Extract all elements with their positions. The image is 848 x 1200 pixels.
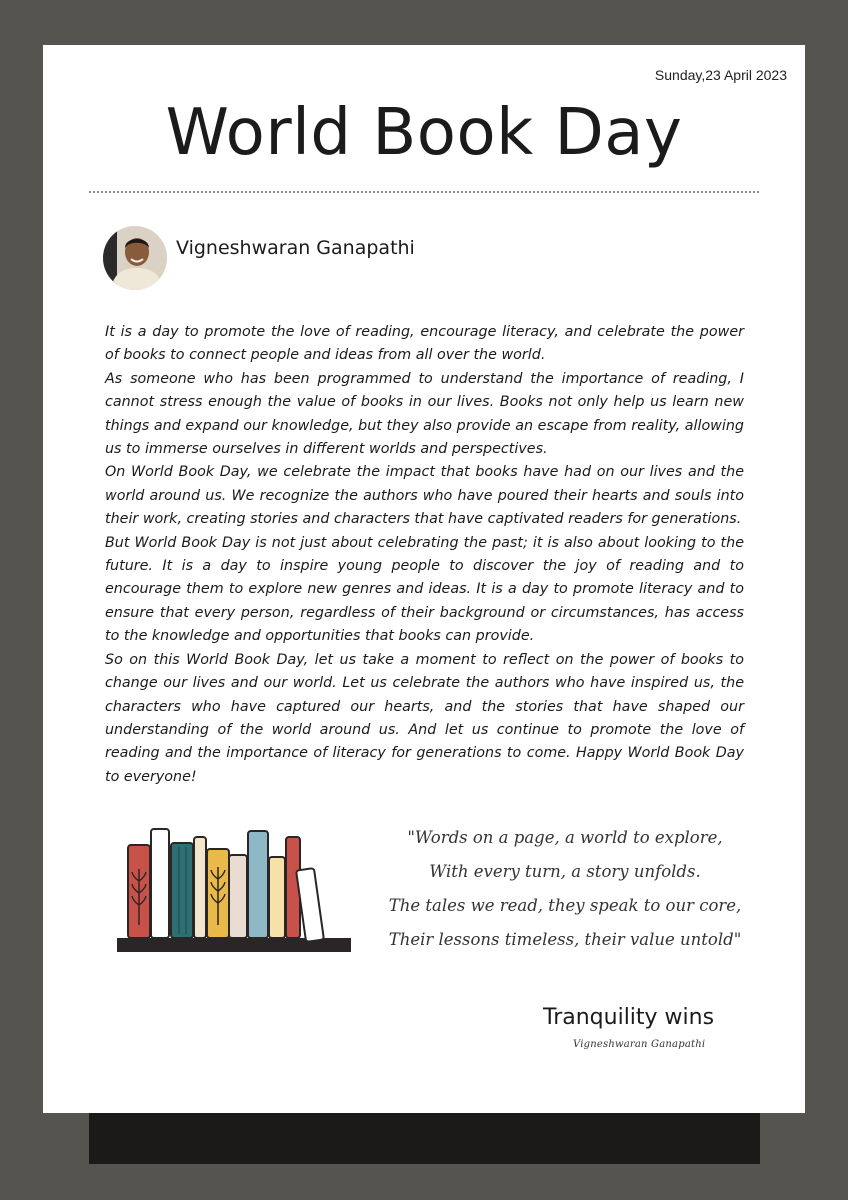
poem-line: Their lessons timeless, their value untold" bbox=[388, 930, 742, 949]
page-title: World Book Day bbox=[165, 96, 683, 170]
tagline: Tranquility wins bbox=[543, 1005, 715, 1030]
paragraph: On World Book Day, we celebrate the impact that books have had on our lives and the world around us. We recognize the authors who have poured their hearts and souls into their work, creating stories and characters that have captivated readers for generations. bbox=[105, 464, 744, 528]
dotted-divider bbox=[89, 191, 759, 193]
poem-line: With every turn, a story unfolds. bbox=[429, 862, 701, 881]
page-shadow-bar bbox=[89, 1112, 760, 1164]
document-page bbox=[43, 45, 805, 1113]
signature: Vigneshwaran Ganapathi bbox=[573, 1039, 706, 1050]
paragraph: As someone who has been programmed to understand the importance of reading, I cannot stress enough the value of books in our lives. Books not only help us learn new things and expand our knowledge, but they also provide an escape from reality, allowing us to immerse ourselves in different worlds and perspectives. bbox=[105, 370, 744, 458]
paragraph: But World Book Day is not just about celebrating the past; it is also about looking to the future. It is a day to inspire young people to discover the joy of reading and to encourage them to explore new genres and ideas. It is a day to promote literacy and to ensure that every person, regardless of their background or circumstances, has access to the knowledge and opportunities that books can provide. bbox=[105, 534, 744, 645]
article-body bbox=[105, 321, 744, 789]
poem bbox=[375, 821, 755, 957]
poem-line: "Words on a page, a world to explore, bbox=[407, 828, 723, 847]
person-photo-icon bbox=[103, 226, 167, 290]
paragraph: So on this World Book Day, let us take a moment to reflect on the power of books to change our lives and our world. Let us celebrate the authors who have inspired us, the characters who have captured our hearts, and the stories that have shaped our understanding of the world around us. And let us continue to promote the love of reading and the importance of literacy for generations to come. Happy World Book Day to everyone! bbox=[105, 651, 744, 785]
date-label: Sunday,23 April 2023 bbox=[654, 67, 787, 83]
bookshelf-illustration bbox=[115, 825, 355, 955]
author-avatar bbox=[103, 226, 167, 290]
poem-line: The tales we read, they speak to our core, bbox=[388, 896, 742, 915]
paragraph: It is a day to promote the love of reading, encourage literacy, and celebrate the power of books to connect people and ideas from all over the world. bbox=[105, 324, 744, 364]
author-name: Vigneshwaran Ganapathi bbox=[176, 237, 415, 259]
